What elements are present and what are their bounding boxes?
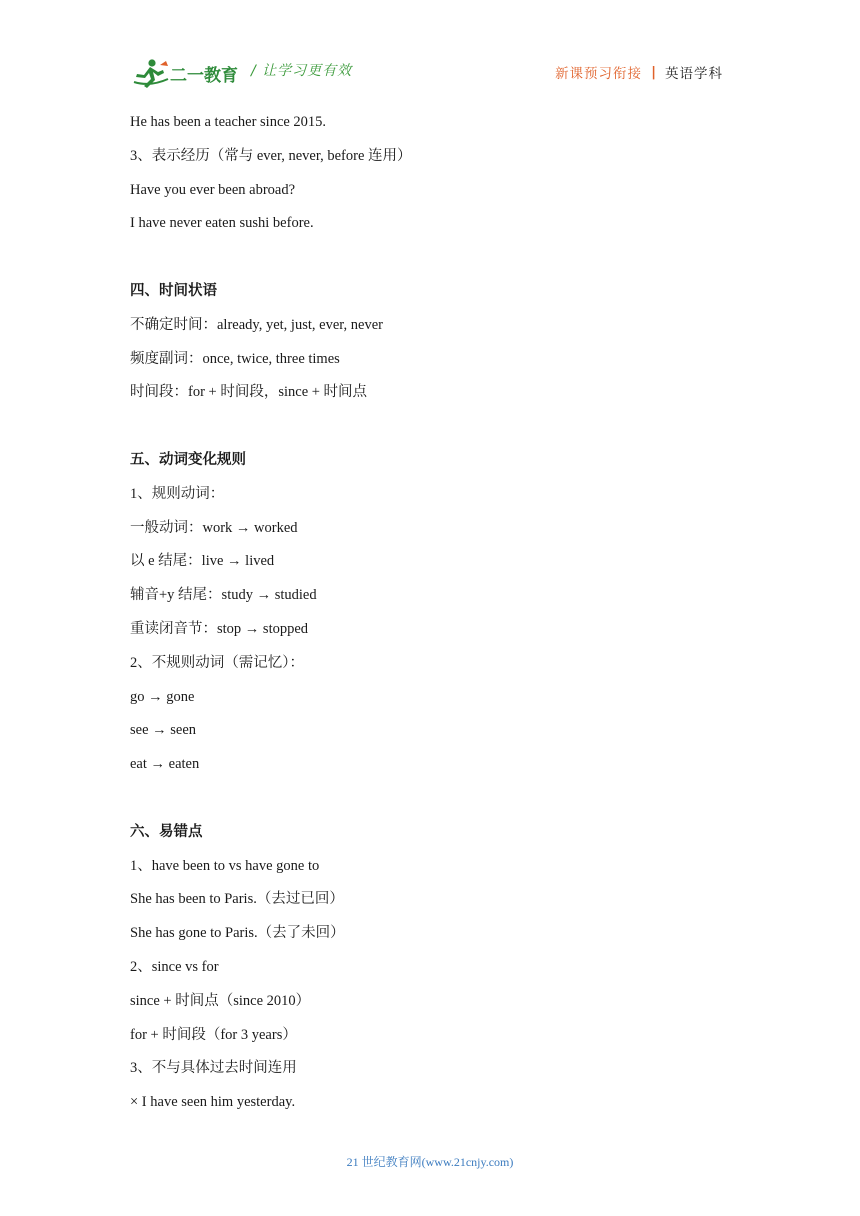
- text-line: 1、规则动词：: [130, 485, 225, 502]
- text-line: 重读闭音节：stop → stopped: [130, 620, 309, 637]
- spacer: [130, 786, 730, 820]
- page-footer: 21 世纪教育网(www.21cnjy.com): [346, 1155, 514, 1169]
- text-line: × I have seen him yesterday.: [130, 1094, 296, 1111]
- text-line: 频度副词：once, twice, three times: [130, 350, 340, 367]
- header-separator: |: [651, 64, 656, 80]
- text-line: since + 时间点（since 2010）: [130, 992, 311, 1009]
- text-line: 一般动词：work → worked: [130, 519, 298, 536]
- text-line: 辅音+y 结尾：study → studied: [130, 587, 317, 604]
- text-line: 3、表示经历（常与 ever, never, before 连用）: [130, 147, 412, 164]
- text-line: 不确定时间：already, yet, just, ever, never: [130, 316, 383, 333]
- text-line: 以 e 结尾：live → lived: [130, 553, 275, 570]
- text-line: I have never eaten sushi before.: [130, 215, 314, 232]
- logo: [132, 57, 242, 89]
- document-body: [130, 110, 730, 1124]
- logo-text: 二一教育: [170, 66, 238, 86]
- slogan: / 让学习更有效: [251, 63, 353, 79]
- text-line: 2、since vs for: [130, 958, 219, 975]
- text-line: He has been a teacher since 2015.: [130, 114, 327, 130]
- text-line: She has gone to Paris.（去了未回）: [130, 925, 345, 942]
- section-heading-4: 四、时间状语: [130, 282, 217, 299]
- spacer: [130, 245, 730, 279]
- text-line: see → seen: [130, 722, 197, 739]
- text-line: for + 时间段（for 3 years）: [130, 1026, 297, 1043]
- spacer: [130, 414, 730, 448]
- text-line: go → gone: [130, 688, 195, 705]
- page-header: [0, 0, 860, 100]
- section-heading-5: 五、动词变化规则: [130, 451, 246, 468]
- course-label: 新课预习衔接: [555, 66, 643, 82]
- text-line: She has been to Paris.（去过已回）: [130, 891, 344, 908]
- subject-label: 英语学科: [665, 66, 723, 82]
- text-line: 时间段：for + 时间段，since + 时间点: [130, 384, 368, 401]
- header-course-info: [555, 62, 723, 82]
- text-line: 3、不与具体过去时间连用: [130, 1060, 297, 1077]
- text-line: 2、不规则动词（需记忆）：: [130, 654, 304, 671]
- text-line: eat → eaten: [130, 756, 200, 773]
- text-line: 1、have been to vs have gone to: [130, 857, 320, 874]
- section-heading-6: 六、易错点: [130, 823, 203, 840]
- logo-runner-icon: [132, 57, 242, 89]
- text-line: Have you ever been abroad?: [130, 181, 296, 198]
